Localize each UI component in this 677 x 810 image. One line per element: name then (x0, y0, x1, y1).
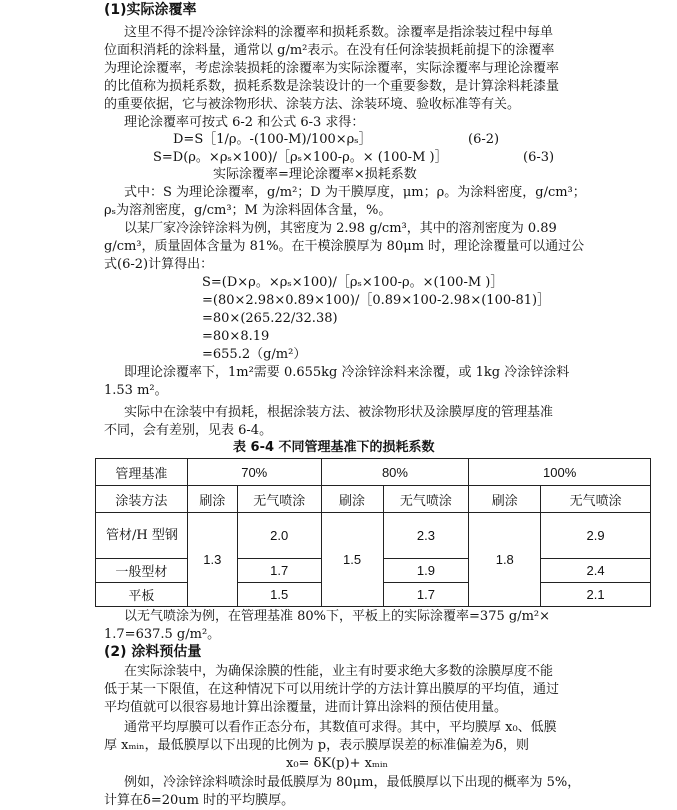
result-line: 1.53 m²。 (104, 383, 168, 398)
paragraph-line: 低于某一下限值，在这种情况下可以用统计学的方法计算出膜厚的平均值，通过 (104, 682, 560, 697)
table-cell: 1.5 (237, 583, 321, 607)
section-heading-estimate: (2) 涂料预估量 (104, 644, 202, 660)
formula-6-2-number: (6-2) (468, 132, 500, 147)
definition-line: ρₛ为溶剂密度，g/cm³；M 为涂料固体含量，%。 (104, 203, 392, 218)
table-cell: 2.4 (541, 559, 651, 583)
table-row-name: 一般型材 (96, 559, 188, 583)
result-line: 即理论涂覆率下，1m²需要 0.655kg 冷涂锌涂料来涂覆，或 1kg 冷涂锌涂料 (124, 365, 570, 380)
formula-actual-coverage: 实际涂覆率=理论涂覆率×损耗系数 (213, 167, 417, 182)
table-method-airless: 无气喷涂 (237, 486, 321, 513)
after-table-line: 1.7=637.5 g/m²。 (104, 627, 221, 642)
paragraph-line: 厚 xₘᵢₙ，最低膜厚以下出现的比例为 p，表示膜厚误差的标准偏差为δ，则 (104, 738, 529, 753)
table-cell: 1.7 (237, 559, 321, 583)
example-line: 以某厂家冷涂锌涂料为例，其密度为 2.98 g/cm³，其中的溶剂密度为 0.89 (124, 221, 557, 236)
definition-line: 式中：S 为理论涂覆率，g/m²；D 为干膜厚度，μm；ρ。为涂料密度，g/cm³； (124, 185, 586, 200)
paragraph-line: 这里不得不提冷涂锌涂料的涂覆率和损耗系数。涂覆率是指涂装过程中每单 (124, 25, 554, 40)
table-method-brush: 刷涂 (321, 486, 383, 513)
table-method-row (96, 486, 651, 513)
paragraph-line: 计算在δ=20um 时的平均膜厚。 (104, 793, 295, 808)
table-cell: 1.7 (383, 583, 469, 607)
paragraph-line: 在实际涂装中，为确保涂膜的性能，业主有时要求绝大多数的涂膜厚度不能 (124, 664, 554, 679)
paragraph-line: 通常平均厚膜可以看作正态分布，其数值可求得。其中，平均膜厚 x₀、低膜 (124, 720, 557, 735)
table-cell-brush: 1.5 (321, 513, 383, 607)
calculation-line: =80×8.19 (202, 329, 270, 344)
table-header-label: 管理基准 (96, 459, 188, 486)
table-caption: 表 6-4 不同管理基准下的损耗系数 (233, 440, 435, 455)
formula-intro: 理论涂覆率可按式 6-2 和公式 6-3 求得： (124, 115, 365, 130)
formula-mean-thickness: x₀= δK(p)+ xₘᵢₙ (286, 756, 389, 771)
table-row-name: 平板 (96, 583, 188, 607)
paragraph-line: 为理论涂覆率，考虑涂装损耗的涂覆率为实际涂覆率，实际涂覆率与理论涂覆率 (104, 61, 560, 76)
loss-line: 实际中在涂装中有损耗，根据涂装方法、被涂物形状及涂膜厚度的管理基准 (124, 405, 554, 420)
calculation-line: =(80×2.98×0.89×100)/［0.89×100-2.98×(100-81)］ (202, 293, 551, 308)
example-line: g/cm³，质量固体含量为 81%。在干模涂膜厚为 80μm 时，理论涂覆量可以通过公 (104, 239, 585, 254)
calculation-line: S=(D×ρ。×ρₛ×100)/［ρₛ×100-ρ。×(100-M )］ (202, 275, 504, 290)
example-line: 式(6-2)计算得出： (104, 257, 214, 272)
loss-coefficient-table (95, 458, 651, 607)
table-method-brush: 刷涂 (187, 486, 237, 513)
after-table-line: 以无气喷涂为例，在管理基准 80%下，平板上的实际涂覆率=375 g/m²× (124, 609, 550, 624)
paragraph-line: 的比值称为损耗系数，损耗系数是涂装设计的一个重要参数，是计算涂料耗漆量 (104, 79, 560, 94)
table-method-label: 涂装方法 (96, 486, 188, 513)
calculation-line: =655.2（g/m²） (202, 347, 307, 362)
section-heading-actual-coverage: (1)实际涂覆率 (104, 2, 197, 18)
paragraph-line: 位面积消耗的涂料量，通常以 g/m²表示。在没有任何涂装损耗前提下的涂覆率 (104, 43, 555, 58)
table-cell-brush: 1.3 (187, 513, 237, 607)
table-method-brush: 刷涂 (469, 486, 541, 513)
paragraph-line: 例如，冷涂锌涂料喷涂时最低膜厚为 80μm，最低膜厚以下出现的概率为 5%， (124, 775, 581, 790)
table-level: 80% (321, 459, 469, 486)
table-level: 100% (469, 459, 651, 486)
formula-6-2: D=S［1/ρ。-(100-M)/100×ρₛ］ (173, 132, 372, 147)
formula-6-3: S=D(ρ。×ρₛ×100)/［ρₛ×100-ρ。× (100-M )］ (153, 150, 448, 165)
table-cell: 1.9 (383, 559, 469, 583)
table-level: 70% (187, 459, 321, 486)
table-cell: 2.0 (237, 513, 321, 559)
table-cell: 2.1 (541, 583, 651, 607)
formula-6-3-number: (6-3) (523, 150, 555, 165)
table-row-name: 管材/H 型钢 (96, 513, 188, 559)
table-header-row (96, 459, 651, 486)
paragraph-line: 的重要依据，它与被涂物形状、涂装方法、涂装环境、验收标准等有关。 (104, 97, 521, 112)
table-cell: 2.9 (541, 513, 651, 559)
loss-line: 不同，会有差别，见表 6-4。 (104, 423, 273, 438)
calculation-line: =80×(265.22/32.38) (202, 311, 338, 326)
table-row (96, 513, 651, 559)
table-cell: 2.3 (383, 513, 469, 559)
table-cell-brush: 1.8 (469, 513, 541, 607)
paragraph-line: 平均值就可以很容易地计算出涂覆量，进而计算出涂料的预估使用量。 (104, 700, 508, 715)
table-method-airless: 无气喷涂 (541, 486, 651, 513)
table-method-airless: 无气喷涂 (383, 486, 469, 513)
